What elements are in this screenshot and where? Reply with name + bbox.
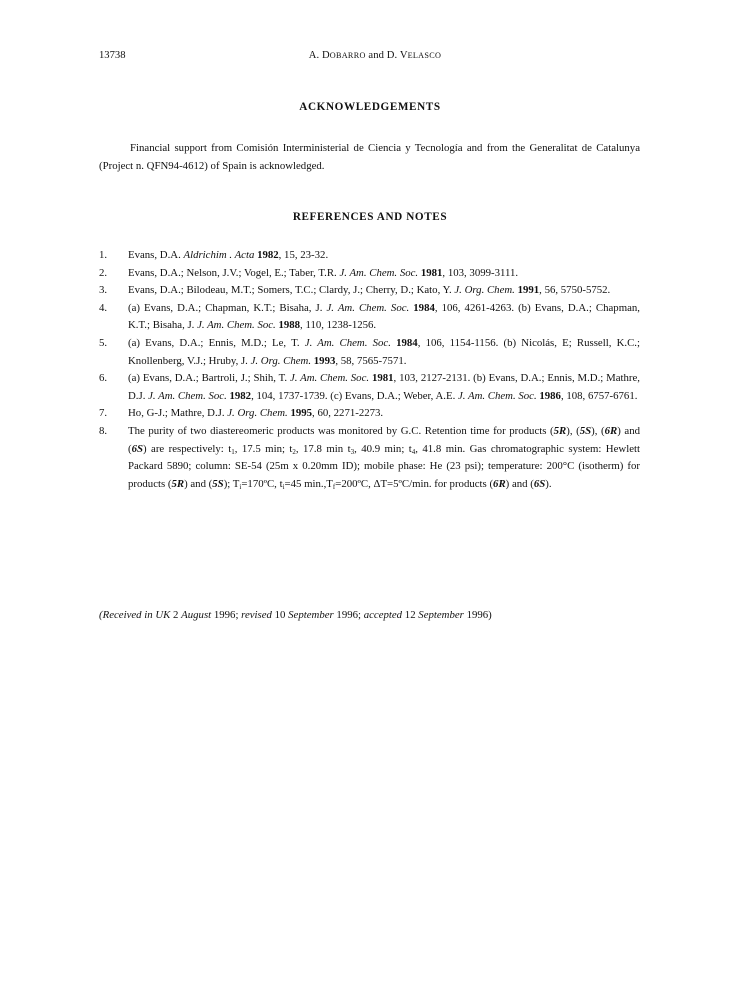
reference-number: 7.	[99, 407, 108, 420]
references-heading: REFERENCES AND NOTES	[292, 211, 448, 223]
acknowledgements-text: Financial support from Comisión Interministerial de Ciencia y Tecnología and from the Generalitat de Catalunya (Project n. QFN94-4612) of Spain is acknowledged.	[99, 142, 640, 172]
reference-1: 1. Evans, D.A. Aldrichim . Acta 1982, 15, 23-32.	[99, 247, 640, 265]
reference-3: 3. Evans, D.A.; Bilodeau, M.T.; Somers, T.C.; Clardy, J.; Cherry, D.; Kato, Y. J. Org. Chem. 1991, 56, 5750-5752.	[99, 282, 640, 300]
reference-number: 8.	[99, 424, 108, 437]
running-head-authors: A. DOBARRO and D. VELASCO	[308, 50, 442, 61]
reference-number: 3.	[99, 284, 108, 297]
page-number: 13738	[99, 50, 126, 61]
reference-6: 6. (a) Evans, D.A.; Bartroli, J.; Shih, T. J. Am. Chem. Soc. 1981, 103, 2127-2131. (b) Evans, D.A.; Ennis, M.D.; Mathre, D.J. J. Am. Chem. Soc. 1982, 104, 1737-1739. (c) Evans, D.A.; Weber, A.E. J. Am. Chem. Soc. 1986, 108, 6757-6761.	[99, 372, 641, 402]
acknowledgements-heading: ACKNOWLEDGEMENTS	[299, 101, 441, 113]
reference-4: 4. (a) Evans, D.A.; Chapman, K.T.; Bisaha, J. J. Am. Chem. Soc. 1984, 106, 4261-4263. (b) Evans, D.A.; Chapman, K.T.; Bisaha, J. J. Am. Chem. Soc. 1988, 110, 1238-1256.	[99, 301, 640, 332]
reference-number: 4.	[99, 301, 108, 314]
reference-8: 8. The purity of two diastereomeric products was monitored by G.C. Retention time for products (5R), (5S), (6R) and (6S) are respectively: $t_1$, 17.5 min; $t_2$, 17.8 $\min t_3$, 40.9 min; $t_4$, 41.8 min. Gas chromatographic system: Hewlett Packard 5890; column: SE-54 (25m x 0.20mm ID); mobile phase: He (23 psi); temperature: 200°C (isotherm) for products (5R) and (5S); $T_i=170ºC$, $t_i=45$ $\min.,T_f=200ºC$, ΔT=5ºC/min. for products (6R) and (6S).	[99, 424, 641, 491]
reference-number: 6.	[99, 372, 108, 385]
reference-7: 7. Ho, G-J.; Mathre, D.J. J. Org. Chem. 1995, 60, 2271-2273.	[99, 405, 640, 423]
reference-number: 5.	[99, 336, 108, 349]
reference-number: 1.	[99, 249, 108, 261]
page-header	[99, 50, 651, 64]
reference-number: 2.	[99, 266, 108, 279]
reference-2: 2. Evans, D.A.; Nelson, J.V.; Vogel, E.; Taber, T.R. J. Am. Chem. Soc. 1981, 103, 3099-3111.	[99, 265, 640, 283]
received-dates: (Received in UK 2 August 1996; revised 10 September 1996; accepted 12 September 1996)	[99, 609, 492, 621]
reference-list	[99, 247, 640, 493]
reference-5: 5. (a) Evans, D.A.; Ennis, M.D.; Le, T. J. Am. Chem. Soc. 1984, 106, 1154-1156. (b) Nicolás, E; Russell, K.C.; Knollenberg, V.J.; Hruby, J. J. Org. Chem. 1993, 58, 7565-7571.	[99, 336, 640, 367]
